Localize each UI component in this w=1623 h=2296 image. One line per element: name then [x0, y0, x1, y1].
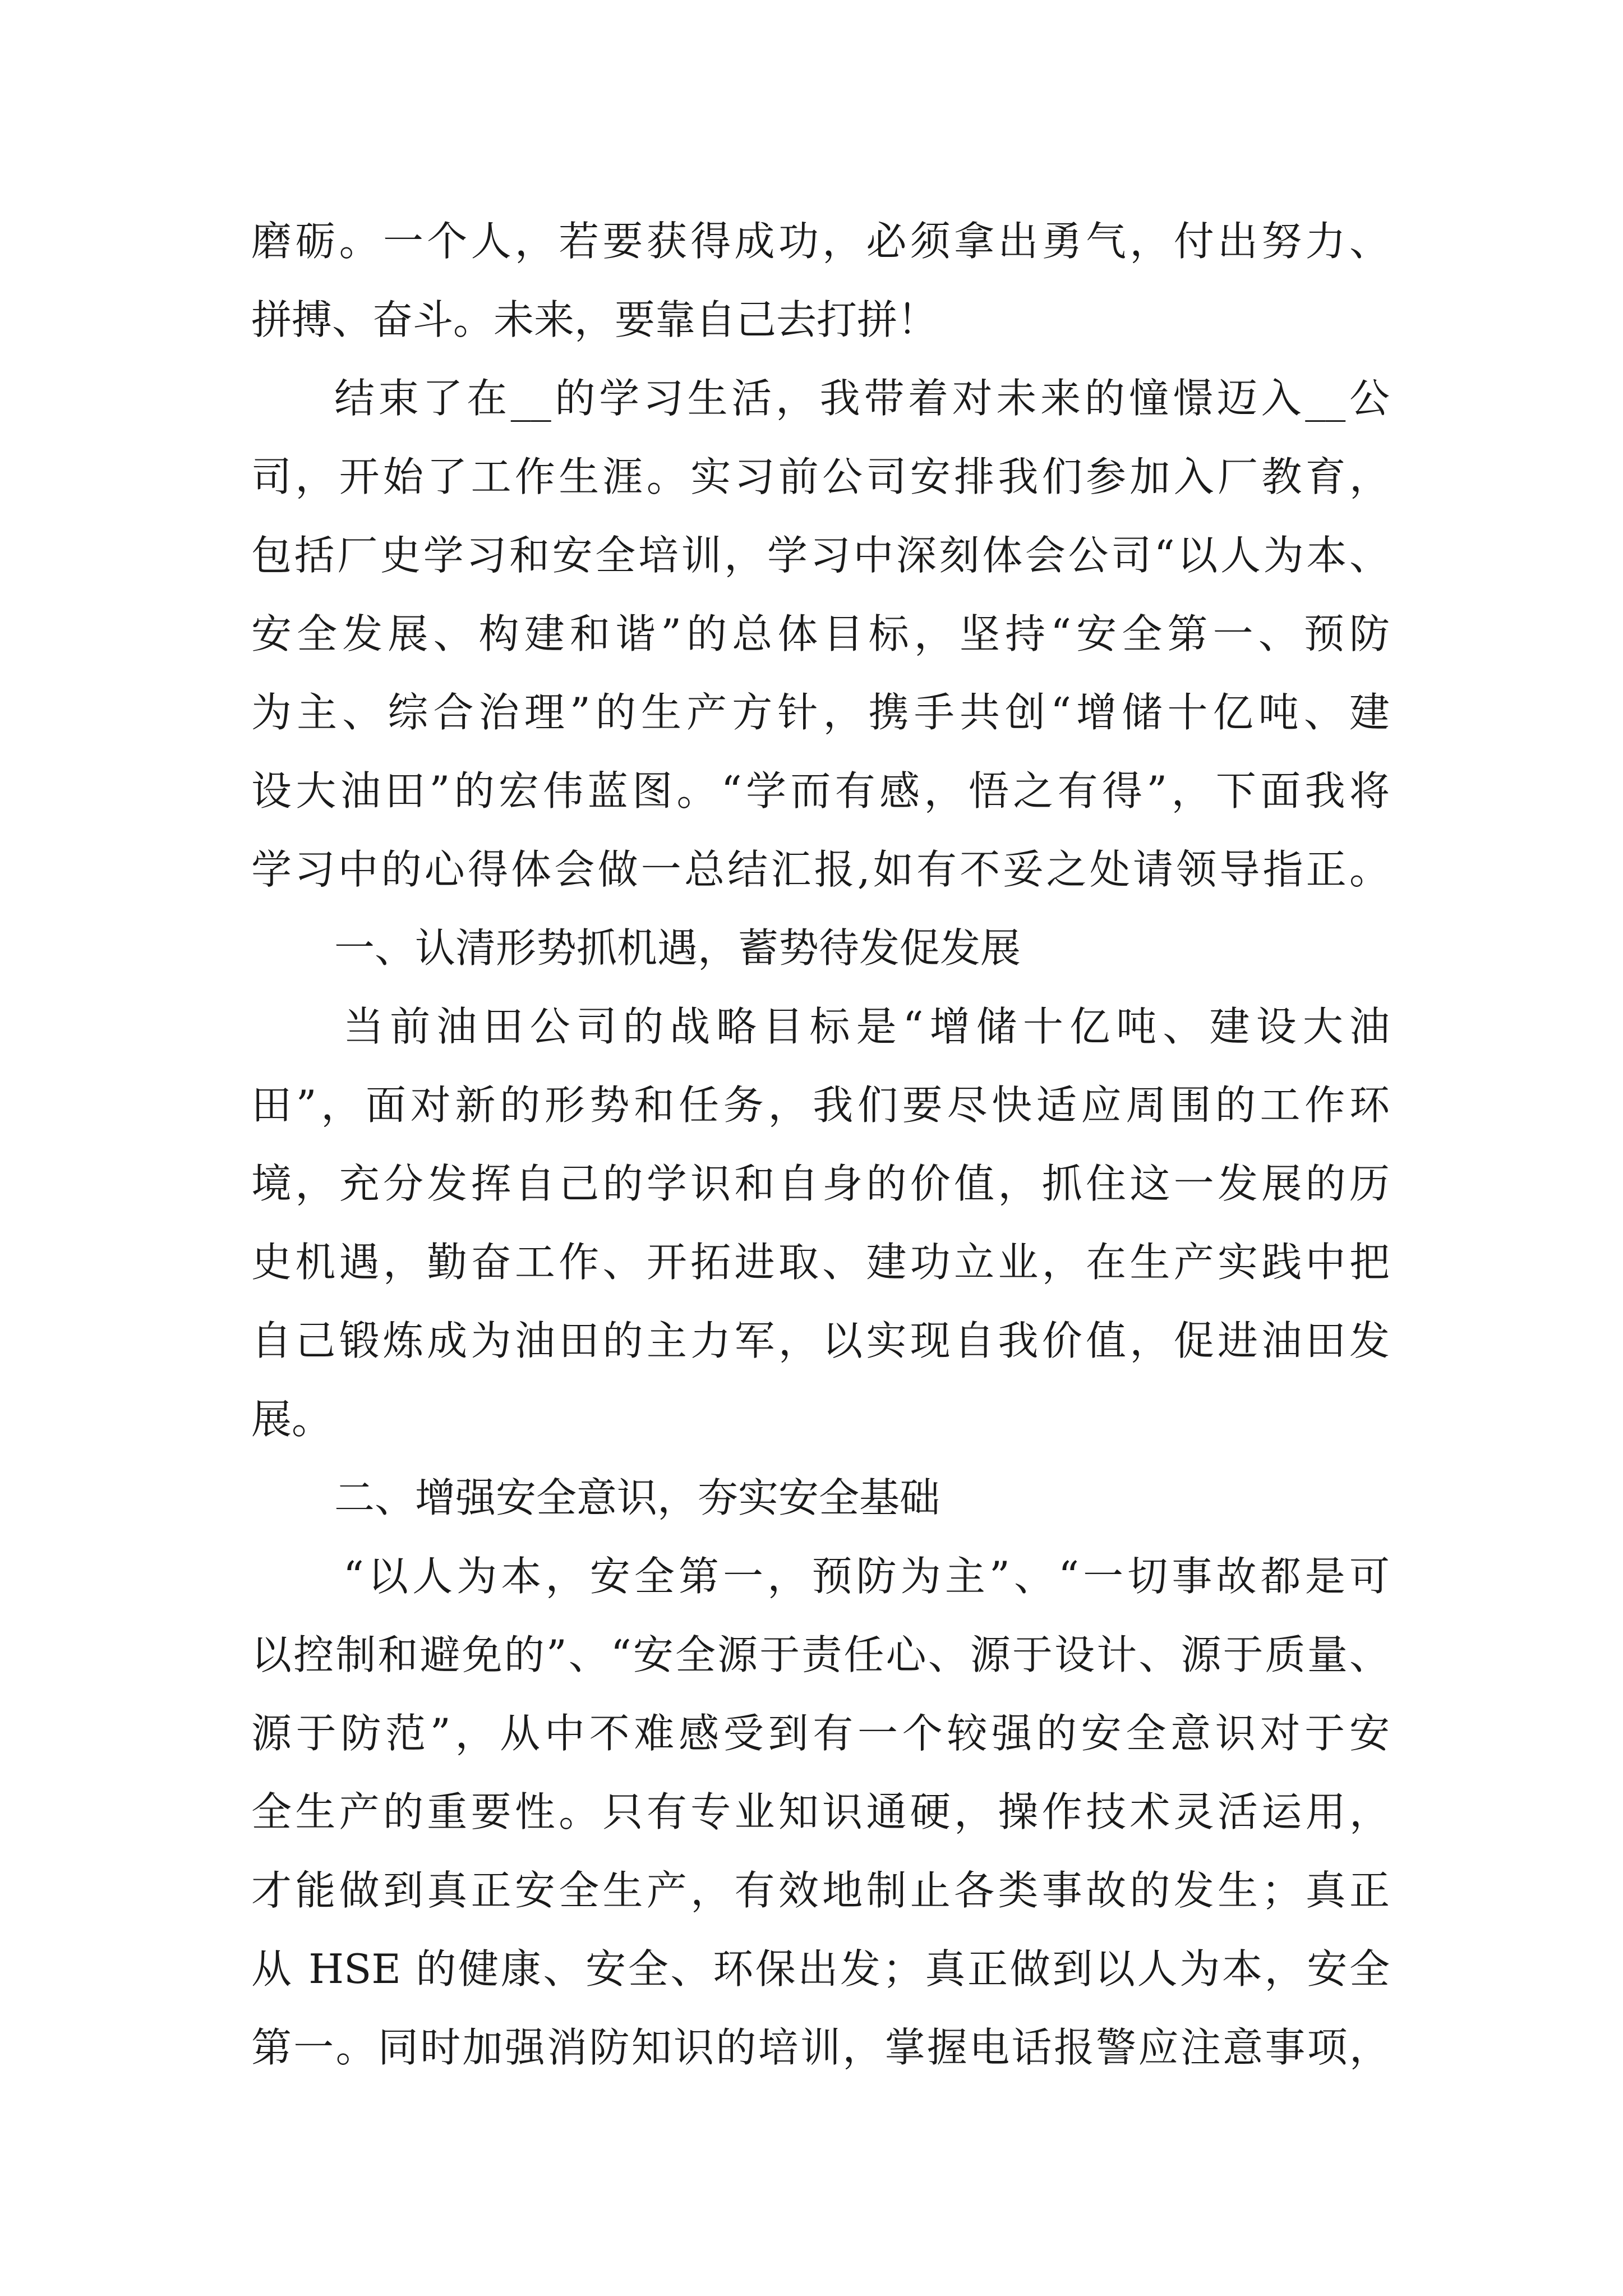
text-line: 田”，面对新的形势和任务，我们要尽快适应周围的工作环: [251, 1082, 1390, 1129]
text-line: 磨砺。一个人，若要获得成功，必须拿出勇气，付出努力、: [251, 218, 1390, 265]
text-line: 结束了在__的学习生活，我带着对未来的憧憬迈入__公: [334, 375, 1390, 422]
text-line: 史机遇，勤奋工作、开拓进取、建功立业，在生产实践中把: [251, 1239, 1390, 1286]
text-line: 全生产的重要性。只有专业知识通硬，操作技术灵活运用，: [251, 1788, 1390, 1835]
text-line: 安全发展、构建和谐”的总体目标，坚持“安全第一、预防: [251, 610, 1390, 657]
text-line: 学习中的心得体会做一总结汇报,如有不妥之处请领导指正。: [251, 846, 1390, 893]
text-line: 才能做到真正安全生产，有效地制止各类事故的发生；真正: [251, 1867, 1390, 1914]
text-line: 自己锻炼成为油田的主力军，以实现自我价值，促进油田发: [251, 1317, 1390, 1364]
text-line: 以控制和避免的”、“安全源于责任心、源于设计、源于质量、: [251, 1631, 1390, 1678]
text-line: “以人为本，安全第一，预防为主”、“一切事故都是可: [343, 1553, 1390, 1600]
section-heading: 一、认清形势抓机遇，蓄势待发促发展: [334, 924, 1021, 972]
text-line: 拼搏、奋斗。未来，要靠自己去打拼！: [251, 296, 938, 343]
text-line: 第一。同时加强消防知识的培训，掌握电话报警应注意事项，: [251, 2024, 1390, 2071]
section-heading: 二、增强安全意识，夯实安全基础: [334, 1474, 940, 1521]
text-line: 从 HSE 的健康、安全、环保出发；真正做到以人为本，安全: [251, 1945, 1390, 1993]
text-line: 包括厂史学习和安全培训，学习中深刻体会公司“以人为本、: [251, 532, 1390, 579]
text-line: 为主、综合治理”的生产方针，携手共创“增储十亿吨、建: [251, 689, 1390, 736]
text-line: 当前油田公司的战略目标是“增储十亿吨、建设大油: [343, 1003, 1390, 1050]
text-line: 展。: [251, 1396, 333, 1443]
text-line: 源于防范”，从中不难感受到有一个较强的安全意识对于安: [251, 1710, 1390, 1757]
text-line: 司，开始了工作生涯。实习前公司安排我们参加入厂教育，: [251, 453, 1390, 500]
text-line: 境，充分发挥自己的学识和自身的价值，抓住这一发展的历: [251, 1160, 1390, 1207]
text-line: 设大油田”的宏伟蓝图。“学而有感，悟之有得”，下面我将: [251, 767, 1390, 815]
